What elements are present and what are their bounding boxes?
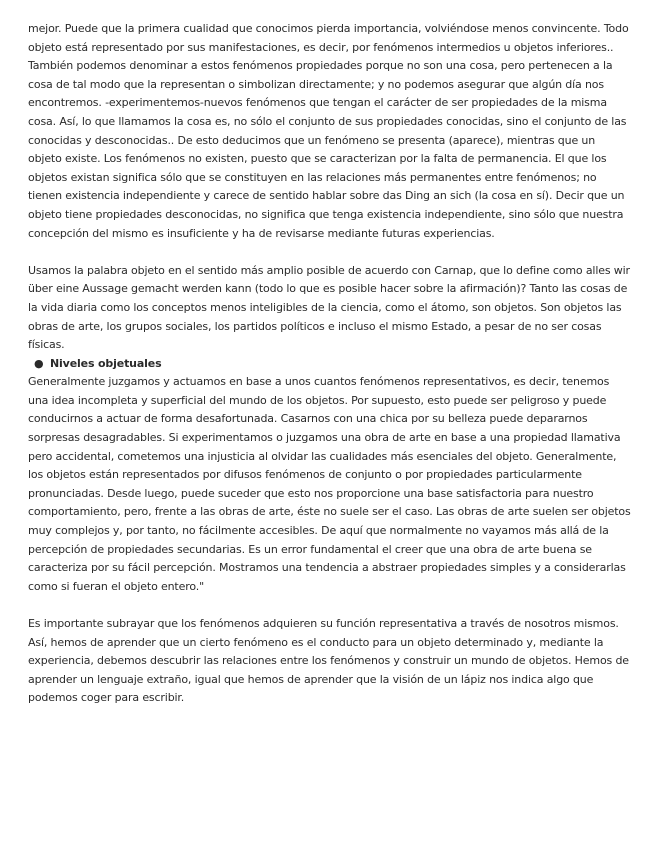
section-heading	[28, 355, 632, 374]
document-page	[28, 20, 632, 708]
paragraph-4: Es importante subrayar que los fenómenos adquieren su función representativa a través de nosotros mismos. Así, hemos de aprender que un cierto fenómeno es el conducto para un objeto determinado y, mediante la experiencia, debemos descubrir las relaciones entre los fenómenos y construir un mundo de objetos. Hemos de aprender un lenguaje extraño, igual que hemos de aprender que la visión de un lápiz nos indica algo que podemos coger para escribir.	[28, 617, 629, 705]
section-title: Niveles objetuales	[50, 356, 162, 370]
bullet-icon: ●	[34, 356, 44, 370]
paragraph-1: mejor. Puede que la primera cualidad que conocimos pierda importancia, volviéndose menos convincente. Todo objeto está representado por sus manifestaciones, es decir, por fenómenos intermedios u objetos inferiores.. También podemos denominar a estos fenómenos propiedades porque no son una cosa, pero pertenecen a la cosa de tal modo que la representan o simbolizan directamente; y no podemos asegurar que algún día nos encontremos. -experimentemos-nuevos fenómenos que tengan el carácter de ser propiedades de la misma cosa. Así, lo que llamamos la cosa es, no sólo el conjunto de sus propiedades conocidas, sino el conjunto de las conocidas y desconocidas.. De esto deducimos que un fenómeno se presenta (aparece), mientras que un objeto existe. Los fenómenos no existen, puesto que se caracterizan por la falta de permanencia. El que los objetos existan significa sólo que se constituyen en las relaciones más permanentes entre fenómenos; no tienen existencia independiente y carece de sentido hablar sobre das Ding an sich (la cosa en sí). Decir que un objeto tiene propiedades desconocidas, no significa que tenga existencia independiente, sino sólo que nuestra concepción del mismo es insuficiente y ha de revisarse mediante futuras experiencias.	[28, 22, 629, 240]
paragraph-3: Generalmente juzgamos y actuamos en base a unos cuantos fenómenos representativos, es decir, tenemos una idea incompleta y superficial del mundo de los objetos. Por supuesto, esto puede ser peligroso y puede conducirnos a actuar de forma desafortunada. Casarnos con una chica por su belleza puede depararnos sorpresas desagradables. Si experimentamos o juzgamos una obra de arte en base a una propiedad llamativa pero accidental, cometemos una injusticia al olvidar las cualidades más esenciales del objeto. Generalmente, los objetos están representados por difusos fenómenos de conjunto o por propiedades particularmente pronunciadas. Desde luego, puede suceder que esto nos proporcione una base satisfactoria para nuestro comportamiento, pero, frente a las obras de arte, éste no suele ser el caso. Las obras de arte suelen ser objetos muy complejos y, por tanto, no fácilmente accesibles. De aquí que normalmente no vayamos más allá de la percepción de propiedades secundarias. Es un error fundamental el creer que una obra de arte buena se caracteriza por su fácil percepción. Mostramos una tendencia a abstraer propiedades simples y a considerarlas como si fueran el objeto entero."	[28, 375, 631, 593]
paragraph-2: Usamos la palabra objeto en el sentido más amplio posible de acuerdo con Carnap, que lo define como alles wir über eine Aussage gemacht werden kann (todo lo que es posible hacer sobre la afirmación)? Tanto las cosas de la vida diaria como los conceptos menos inteligibles de la ciencia, como el átomo, son objetos. Son objetos las obras de arte, los grupos sociales, los partidos políticos e incluso el mismo Estado, a pesar de no ser cosas físicas.	[28, 263, 630, 352]
